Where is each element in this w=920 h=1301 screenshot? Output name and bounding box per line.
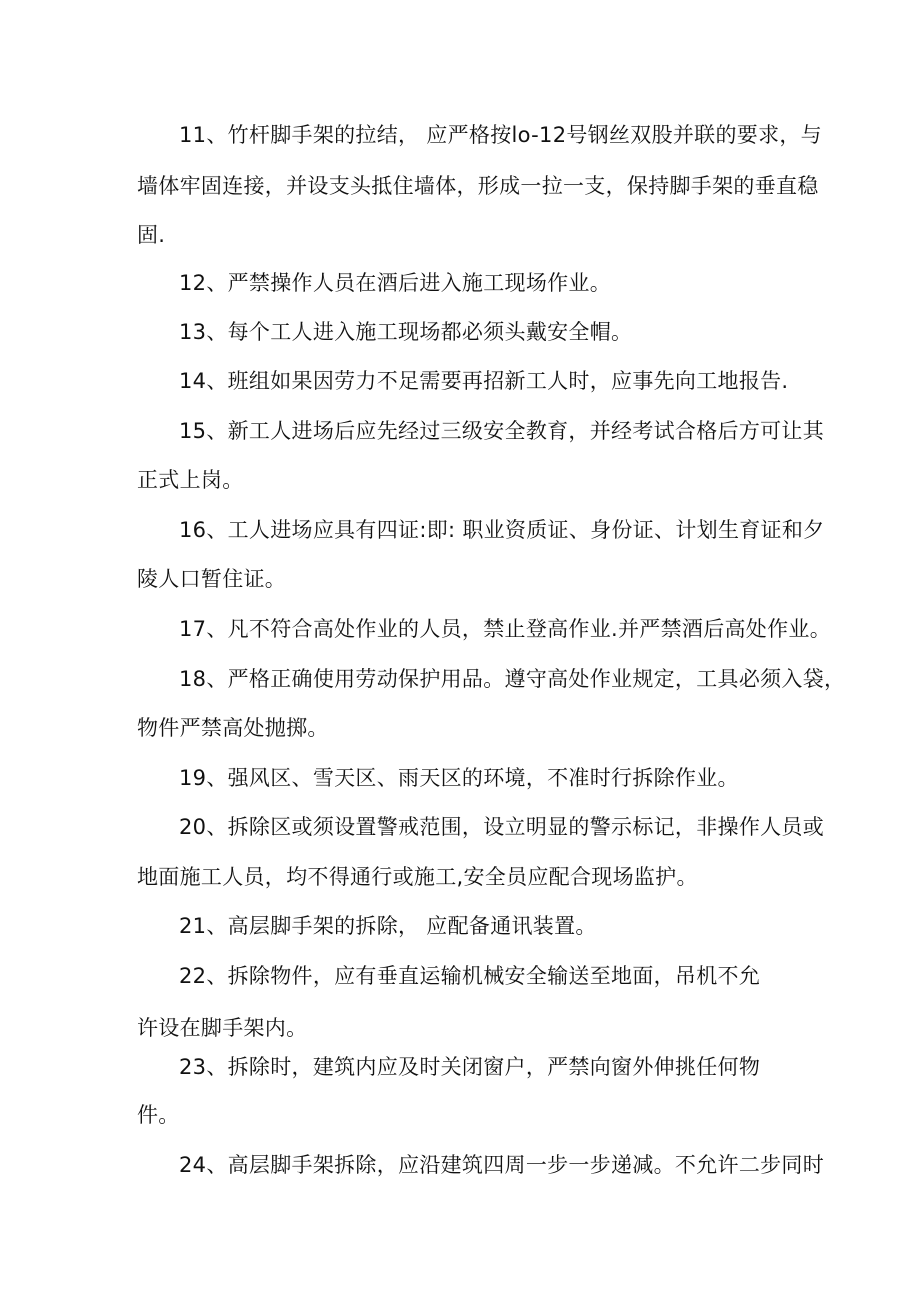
text-line: 12、严禁操作人员在酒后进入施工现场作业。 (179, 271, 612, 295)
text-line: 物件严禁高处抛掷。 (137, 716, 329, 740)
text-line: 件。 (137, 1103, 180, 1127)
text-line: 许设在脚手架内。 (137, 1016, 308, 1040)
text-line: 陵人口暂住证。 (137, 567, 287, 591)
text-line: 墙体牢固连接，并设支头抵住墙体，形成一拉一支，保持脚手架的垂直稳 (137, 174, 819, 198)
text-line: 地面施工人员，均不得通行或施工,安全员应配合现场监护。 (137, 865, 698, 889)
text-line: 14、班组如果因劳力不足需要再招新工人时，应事先向工地报告. (179, 369, 789, 393)
text-line: 24、高层脚手架拆除，应沿建筑四周一步一步递减。不允许二步同时 (179, 1153, 825, 1177)
text-line: 21、高层脚手架的拆除， 应配备通讯装置。 (179, 914, 597, 938)
text-line: 23、拆除时，建筑内应及时关闭窗户，严禁向窗外伸挑任何物 (179, 1055, 761, 1079)
text-line: 18、严格正确使用劳动保护用品。遵守高处作业规定，工具必须入袋， (179, 667, 846, 691)
text-line: 固. (137, 223, 166, 247)
text-line: 22、拆除物件，应有垂直运输机械安全输送至地面，吊机不允 (179, 964, 761, 988)
text-line: 19、强风区、雪天区、雨天区的环境，不准时行拆除作业。 (179, 766, 739, 790)
text-line: 13、每个工人进入施工现场都必须头戴安全帽。 (179, 320, 633, 344)
text-line: 11、竹杆脚手架的拉结， 应严格按lo-12号钢丝双股并联的要求，与 (179, 123, 822, 147)
text-line: 20、拆除区或须设置警戒范围，设立明显的警示标记，非操作人员或 (179, 815, 825, 839)
text-line: 16、工人进场应具有四证:即: 职业资质证、身份证、计划生育证和夕 (179, 518, 825, 542)
text-line: 17、凡不符合高处作业的人员，禁止登高作业.并严禁酒后高处作业。 (179, 617, 831, 641)
text-line: 15、新工人进场后应先经过三级安全教育，并经考试合格后方可让其 (179, 419, 825, 443)
text-line: 正式上岗。 (137, 468, 244, 492)
